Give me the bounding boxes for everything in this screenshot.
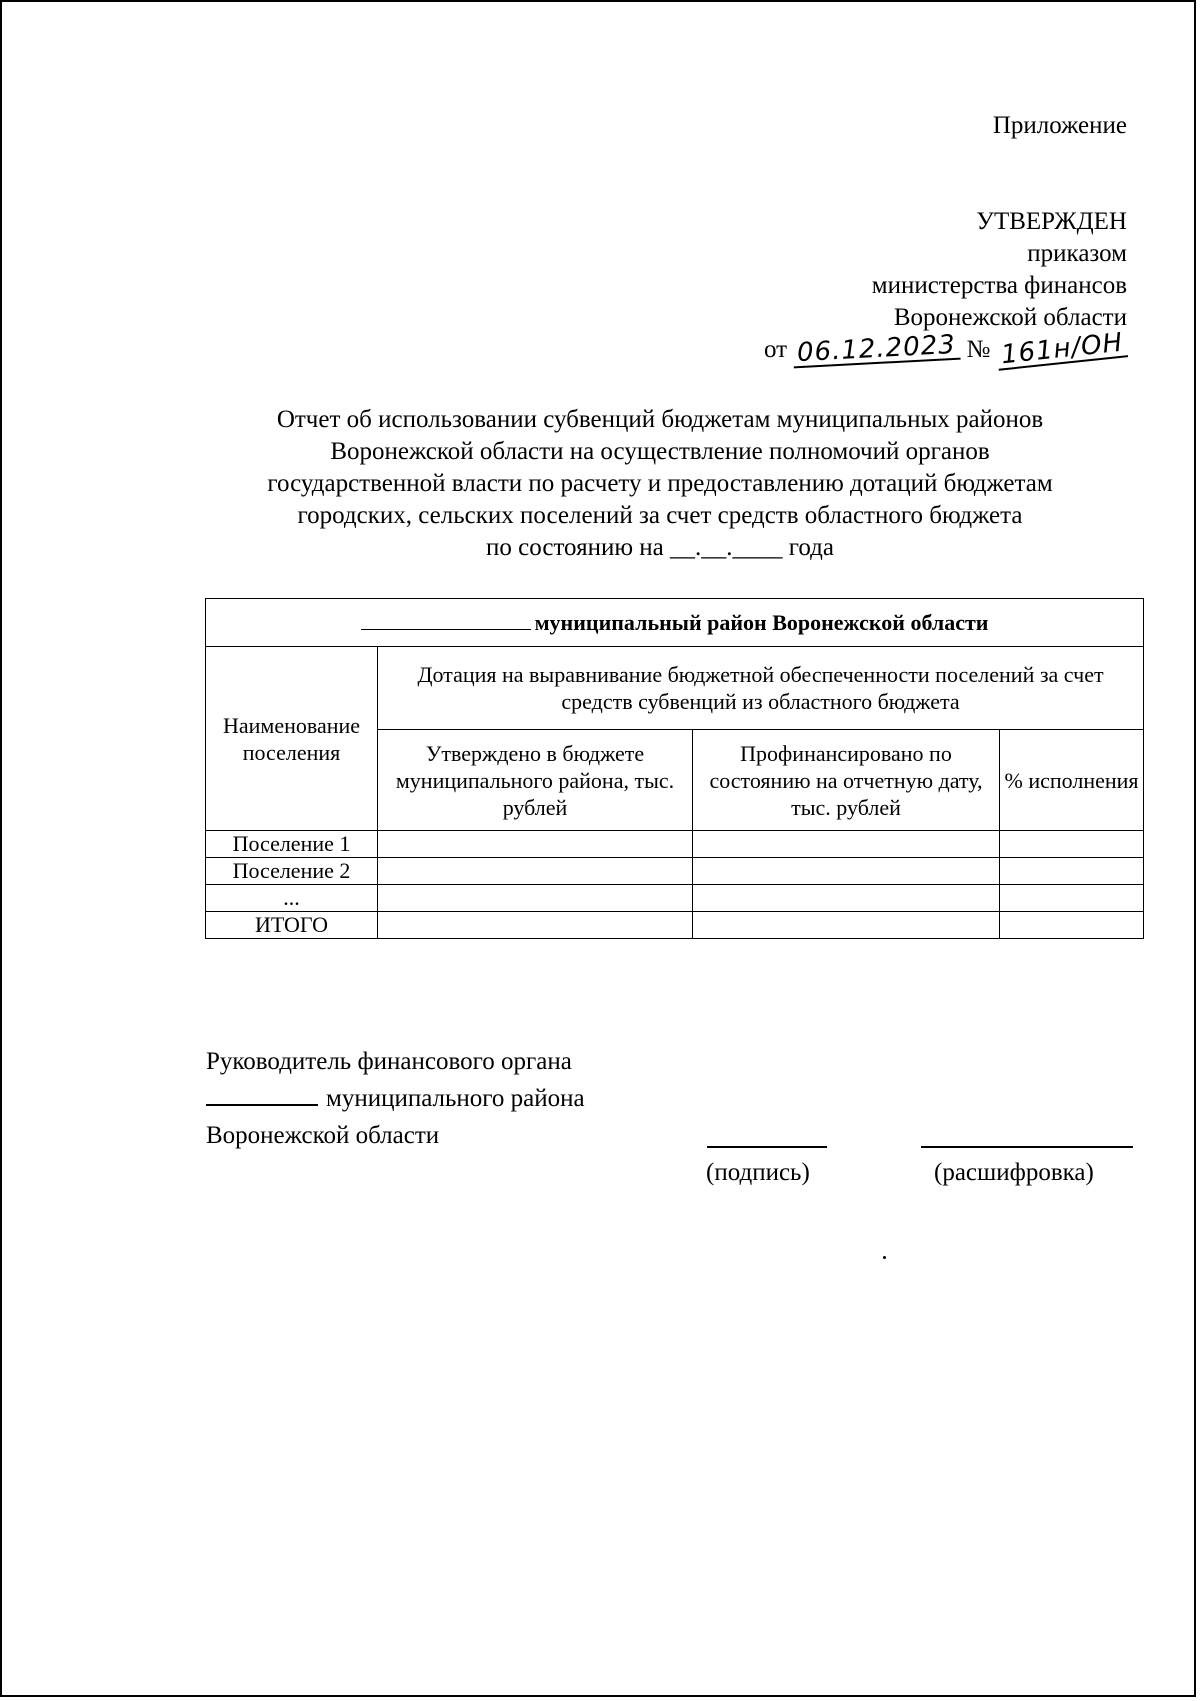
percent-cell xyxy=(1000,858,1144,885)
district-header: муниципальный район Воронежской области xyxy=(206,599,1144,647)
percent-column-header: % исполнения xyxy=(1000,730,1144,831)
stray-dot xyxy=(883,1256,886,1259)
settlement-name-cell: Поселение 1 xyxy=(206,831,378,858)
total-label-cell: ИТОГО xyxy=(206,912,378,939)
approved-cell xyxy=(378,912,693,939)
approval-line-region: Воронежской области xyxy=(893,304,1127,331)
report-table xyxy=(205,598,1144,939)
subsidy-group-header: Дотация на выравнивание бюджетной обеспеченности поселений за счет средств субвенций из областного бюджета xyxy=(378,647,1144,730)
approval-line-ministry: министерства финансов xyxy=(871,272,1127,299)
approval-line-order: приказом xyxy=(1027,240,1127,267)
signatory-title: Руководитель финансового органа xyxy=(206,1048,572,1075)
order-number-handwritten: 161н/ОН xyxy=(995,329,1128,370)
table-row xyxy=(206,885,1144,912)
district-name-blank xyxy=(361,609,531,630)
approval-title: УТВЕРЖДЕН xyxy=(976,208,1127,235)
approved-column-header: Утверждено в бюджете муниципального района, тыс. рублей xyxy=(378,730,693,831)
title-line-5-date: по состоянию на __.__.____ года xyxy=(486,534,834,561)
financed-column-header: Профинансировано по состоянию на отчетную дату, тыс. рублей xyxy=(693,730,1000,831)
financed-cell xyxy=(693,912,1000,939)
group-header-row xyxy=(206,647,1144,730)
financed-cell xyxy=(693,831,1000,858)
appendix-label: Приложение xyxy=(992,112,1127,139)
order-reference xyxy=(764,327,1127,371)
title-line-4: городских, сельских поселений за счет средств областного бюджета xyxy=(297,502,1023,529)
signature-label: (подпись) xyxy=(706,1159,810,1186)
percent-cell xyxy=(1000,885,1144,912)
approved-cell xyxy=(378,885,693,912)
decode-label: (расшифровка) xyxy=(934,1159,1094,1186)
district-header-row xyxy=(206,599,1144,647)
district-name-blank xyxy=(206,1082,318,1106)
approved-cell xyxy=(378,831,693,858)
decode-line xyxy=(921,1146,1133,1148)
document-title xyxy=(200,404,1120,564)
order-date-handwritten: 06.12.2023 xyxy=(793,332,961,369)
title-line-3: государственной власти по расчету и предоставлению дотаций бюджетам xyxy=(267,470,1053,497)
order-prefix: от xyxy=(764,336,788,363)
signature-line xyxy=(707,1146,827,1148)
approved-cell xyxy=(378,858,693,885)
financed-cell xyxy=(693,885,1000,912)
signature-block xyxy=(206,1043,585,1154)
settlement-name-header: Наименование поселения xyxy=(206,647,378,831)
signatory-region: Воронежской области xyxy=(206,1122,440,1149)
percent-cell xyxy=(1000,831,1144,858)
order-number-sign: № xyxy=(966,336,991,363)
percent-cell xyxy=(1000,912,1144,939)
title-line-1: Отчет об использовании субвенций бюджетам муниципальных районов xyxy=(276,406,1044,433)
total-row xyxy=(206,912,1144,939)
settlement-name-cell: ... xyxy=(206,885,378,912)
table-row xyxy=(206,858,1144,885)
financed-cell xyxy=(693,858,1000,885)
signatory-district-line: муниципального района xyxy=(206,1080,585,1117)
settlement-name-cell: Поселение 2 xyxy=(206,858,378,885)
approval-block xyxy=(764,206,1127,371)
title-line-2: Воронежской области на осуществление полномочий органов xyxy=(330,438,990,465)
table-row xyxy=(206,831,1144,858)
